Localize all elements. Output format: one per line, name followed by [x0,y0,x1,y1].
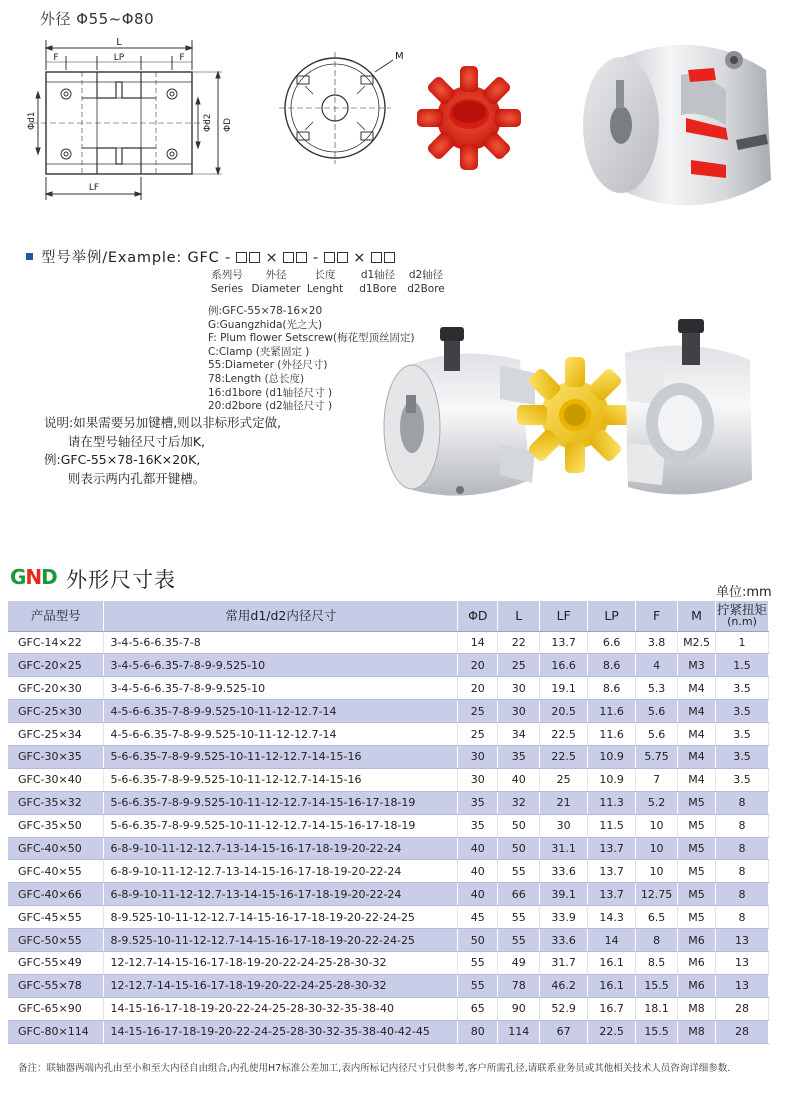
front-view-drawing [275,42,405,172]
cell-bore: 12-12.7-14-15-16-17-18-19-20-22-24-25-28-30-32 [104,951,458,974]
cell-F: 15.5 [636,1020,678,1043]
dim-F-left-label: F [53,53,59,63]
dim-L-label: L [116,37,122,48]
cell-L: 55 [498,906,540,929]
header-bore: 常用d1/d2内径尺寸 [104,601,458,631]
cell-LF: 67 [540,1020,588,1043]
cell-model: GFC-14×22 [8,631,104,654]
header-LP: LP [588,601,636,631]
table-row [8,951,769,974]
example-line: 例:GFC-55×78-16×20 [208,305,323,317]
cell-L: 49 [498,951,540,974]
dim-d2-label: Φd2 [203,113,213,132]
cell-M: M5 [678,791,716,814]
table-row [8,631,769,654]
dim-D-label: ΦD [223,117,233,132]
cell-D: 40 [458,837,498,860]
cell-L: 34 [498,723,540,746]
cell-bore: 8-9.525-10-11-12-12.7-14-15-16-17-18-19-20-22-24-25 [104,929,458,952]
gnd-logo: GND [10,565,57,589]
cell-LP: 13.7 [588,837,636,860]
cell-L: 25 [498,654,540,677]
cell-D: 55 [458,974,498,997]
table-row [8,791,769,814]
coupling-product-image [576,30,786,216]
cell-F: 7 [636,768,678,791]
example-line: 78:Length (总长度) [208,372,305,385]
note-line: 请在型号轴径尺寸后加K, [44,433,206,449]
cell-LF: 31.1 [540,837,588,860]
cell-bore: 4-5-6-6.35-7-8-9-9.525-10-11-12-12.7-14 [104,723,458,746]
cell-LF: 19.1 [540,677,588,700]
cell-torque: 13 [716,974,769,997]
cell-LP: 8.6 [588,654,636,677]
cell-D: 45 [458,906,498,929]
cell-model: GFC-40×66 [8,883,104,906]
cell-L: 66 [498,883,540,906]
cell-model: GFC-25×34 [8,723,104,746]
table-title: 外形尺寸表 [66,568,176,592]
example-heading: 型号举例/Example: GFC - × - × [26,246,396,267]
example-line: 20:d2bore (d2轴径尺寸 ) [208,400,333,413]
table-row [8,997,769,1020]
cell-LF: 46.2 [540,974,588,997]
cell-M: M6 [678,974,716,997]
cell-D: 40 [458,883,498,906]
cell-D: 35 [458,791,498,814]
table-row [8,1020,769,1043]
cell-torque: 8 [716,837,769,860]
cell-M: M4 [678,745,716,768]
header-M: M [678,601,716,631]
cell-D: 55 [458,951,498,974]
cell-torque: 3.5 [716,700,769,723]
cell-bore: 3-4-5-6-6.35-7-8-9-9.525-10 [104,677,458,700]
cell-L: 30 [498,677,540,700]
cell-D: 30 [458,745,498,768]
cell-M: M4 [678,700,716,723]
cell-LF: 13.7 [540,631,588,654]
table-row [8,974,769,997]
cell-LP: 16.1 [588,951,636,974]
cell-bore: 5-6-6.35-7-8-9-9.525-10-11-12-12.7-14-15-16-17-18-19 [104,791,458,814]
cell-LF: 33.6 [540,860,588,883]
table-row [8,654,769,677]
cell-L: 35 [498,745,540,768]
table-row [8,814,769,837]
cell-F: 18.1 [636,997,678,1020]
cell-torque: 28 [716,1020,769,1043]
cell-M: M5 [678,860,716,883]
cell-bore: 12-12.7-14-15-16-17-18-19-20-22-24-25-28-30-32 [104,974,458,997]
cell-torque: 3.5 [716,723,769,746]
cell-bore: 6-8-9-10-11-12-12.7-13-14-15-16-17-18-19-20-22-24 [104,860,458,883]
cell-torque: 3.5 [716,677,769,700]
cell-model: GFC-30×35 [8,745,104,768]
note-line: 说明:如果需要另加键槽,则以非标形式定做, [44,415,282,430]
note-line: 例:GFC-55×78-16K×20K, [44,452,201,467]
col-label-d2bore: d2轴径 d2Bore [407,269,445,295]
cell-L: 114 [498,1020,540,1043]
cell-model: GFC-50×55 [8,929,104,952]
cell-F: 5.3 [636,677,678,700]
cell-LF: 16.6 [540,654,588,677]
cell-M: M6 [678,951,716,974]
cell-LP: 16.1 [588,974,636,997]
cell-LF: 21 [540,791,588,814]
cell-bore: 5-6-6.35-7-8-9-9.525-10-11-12-12.7-14-15-16 [104,768,458,791]
dim-LF-label: LF [88,183,100,193]
cell-D: 25 [458,723,498,746]
cell-bore: 14-15-16-17-18-19-20-22-24-25-28-30-32-35-38-40 [104,997,458,1020]
cell-bore: 3-4-5-6-6.35-7-8-9-9.525-10 [104,654,458,677]
cell-LP: 11.3 [588,791,636,814]
header-F: F [636,601,678,631]
cell-model: GFC-35×32 [8,791,104,814]
cell-M: M8 [678,1020,716,1043]
cell-model: GFC-35×50 [8,814,104,837]
table-row [8,700,769,723]
cell-F: 10 [636,814,678,837]
example-line: 16:d1bore (d1轴径尺寸 ) [208,386,333,399]
cell-L: 55 [498,929,540,952]
table-footnote: 备注：联轴器两端内孔由至小和至大内径自由组合,内孔使用H7标准公差加工,表内所标记内径尺寸只供参考,客户所需孔径,请联系业务员或其他相关技术人员咨询详细参数. [18,1063,731,1074]
cell-model: GFC-45×55 [8,906,104,929]
cell-F: 5.75 [636,745,678,768]
cell-L: 30 [498,700,540,723]
cell-LF: 22.5 [540,723,588,746]
cell-F: 5.6 [636,700,678,723]
cell-model: GFC-40×55 [8,860,104,883]
dim-M-label: M [395,51,404,62]
cell-M: M6 [678,929,716,952]
cell-torque: 8 [716,883,769,906]
cell-M: M4 [678,723,716,746]
cell-LP: 11.6 [588,700,636,723]
table-row [8,768,769,791]
cell-D: 20 [458,677,498,700]
cell-model: GFC-30×40 [8,768,104,791]
cell-model: GFC-55×78 [8,974,104,997]
cell-LP: 11.6 [588,723,636,746]
cell-F: 8.5 [636,951,678,974]
cell-L: 78 [498,974,540,997]
dim-LP-label: LP [113,53,125,63]
unit-label: 单位:mm [716,585,772,600]
cell-M: M4 [678,677,716,700]
cell-model: GFC-25×30 [8,700,104,723]
cell-LP: 14.3 [588,906,636,929]
cell-M: M8 [678,997,716,1020]
cell-LF: 20.5 [540,700,588,723]
cell-bore: 14-15-16-17-18-19-20-22-24-25-28-30-32-35-38-40-42-45 [104,1020,458,1043]
table-row [8,883,769,906]
cell-M: M5 [678,837,716,860]
cell-LP: 10.9 [588,745,636,768]
cell-LP: 13.7 [588,883,636,906]
side-view-drawing [22,32,240,212]
cell-F: 15.5 [636,974,678,997]
cell-F: 3.8 [636,631,678,654]
cell-torque: 8 [716,791,769,814]
cell-torque: 8 [716,906,769,929]
exploded-view-image [380,305,765,510]
cell-L: 32 [498,791,540,814]
example-line: C:Clamp (夹紧固定 ) [208,345,310,358]
cell-D: 65 [458,997,498,1020]
cell-torque: 1.5 [716,654,769,677]
cell-LF: 39.1 [540,883,588,906]
cell-L: 22 [498,631,540,654]
cell-M: M5 [678,906,716,929]
table-row [8,677,769,700]
cell-torque: 28 [716,997,769,1020]
cell-LF: 22.5 [540,745,588,768]
cell-torque: 13 [716,951,769,974]
cell-LF: 33.6 [540,929,588,952]
cell-M: M3 [678,654,716,677]
table-header-row [8,601,769,631]
example-line: F: Plum flower Setscrew(梅花型顶丝固定) [208,332,415,345]
example-line: G:Guangzhida(光之大) [208,318,323,331]
cell-M: M5 [678,883,716,906]
dimension-table [8,601,769,1044]
cell-F: 5.2 [636,791,678,814]
table-row [8,745,769,768]
col-label-d1bore: d1轴径 d1Bore [359,269,397,295]
cell-model: GFC-20×30 [8,677,104,700]
cell-F: 10 [636,860,678,883]
cell-bore: 3-4-5-6-6.35-7-8 [104,631,458,654]
cell-F: 10 [636,837,678,860]
cell-D: 25 [458,700,498,723]
cell-torque: 8 [716,860,769,883]
header-D: ΦD [458,601,498,631]
cell-model: GFC-40×50 [8,837,104,860]
cell-L: 50 [498,837,540,860]
cell-torque: 3.5 [716,745,769,768]
note-line: 则表示两内孔都开键槽。 [44,470,206,486]
header-LF: LF [540,601,588,631]
cell-F: 12.75 [636,883,678,906]
table-row [8,929,769,952]
cell-D: 80 [458,1020,498,1043]
col-label-diameter: 外径 Diameter [251,269,301,295]
cell-LF: 31.7 [540,951,588,974]
cell-M: M4 [678,768,716,791]
cell-D: 40 [458,860,498,883]
table-row [8,723,769,746]
cell-L: 50 [498,814,540,837]
cell-D: 14 [458,631,498,654]
header-torque: 拧紧扭矩 (n.m) [716,601,769,631]
cell-F: 6.5 [636,906,678,929]
cell-LP: 6.6 [588,631,636,654]
cell-L: 40 [498,768,540,791]
cell-LF: 25 [540,768,588,791]
size-range-title: 外径 Φ55~Φ80 [40,10,155,28]
cell-M: M5 [678,814,716,837]
cell-LP: 13.7 [588,860,636,883]
cell-bore: 6-8-9-10-11-12-12.7-13-14-15-16-17-18-19-20-22-24 [104,837,458,860]
cell-model: GFC-55×49 [8,951,104,974]
red-spider-image [413,62,525,174]
cell-D: 30 [458,768,498,791]
cell-D: 20 [458,654,498,677]
cell-LP: 10.9 [588,768,636,791]
dim-F-right-label: F [179,53,185,63]
cell-L: 90 [498,997,540,1020]
cell-bore: 8-9.525-10-11-12-12.7-14-15-16-17-18-19-20-22-24-25 [104,906,458,929]
cell-LP: 14 [588,929,636,952]
cell-LP: 22.5 [588,1020,636,1043]
cell-M: M2.5 [678,631,716,654]
cell-F: 4 [636,654,678,677]
col-label-series: 系列号 Series [210,269,244,295]
cell-bore: 4-5-6-6.35-7-8-9-9.525-10-11-12-12.7-14 [104,700,458,723]
cell-model: GFC-80×114 [8,1020,104,1043]
header-L: L [498,601,540,631]
cell-torque: 13 [716,929,769,952]
table-row [8,860,769,883]
cell-D: 35 [458,814,498,837]
cell-LP: 11.5 [588,814,636,837]
cell-LF: 33.9 [540,906,588,929]
header-model: 产品型号 [8,601,104,631]
cell-LP: 8.6 [588,677,636,700]
table-row [8,906,769,929]
cell-torque: 8 [716,814,769,837]
cell-D: 50 [458,929,498,952]
example-line: 55:Diameter (外径尺寸) [208,359,328,372]
cell-bore: 6-8-9-10-11-12-12.7-13-14-15-16-17-18-19-20-22-24 [104,883,458,906]
cell-torque: 3.5 [716,768,769,791]
cell-torque: 1 [716,631,769,654]
cell-model: GFC-20×25 [8,654,104,677]
table-row [8,837,769,860]
example-heading-text: 型号举例/Example: GFC [41,250,220,266]
cell-model: GFC-65×90 [8,997,104,1020]
cell-F: 8 [636,929,678,952]
cell-F: 5.6 [636,723,678,746]
dim-d1-label: Φd1 [27,111,37,130]
cell-bore: 5-6-6.35-7-8-9-9.525-10-11-12-12.7-14-15-16 [104,745,458,768]
cell-LP: 16.7 [588,997,636,1020]
cell-LF: 30 [540,814,588,837]
cell-bore: 5-6-6.35-7-8-9-9.525-10-11-12-12.7-14-15-16-17-18-19 [104,814,458,837]
cell-L: 55 [498,860,540,883]
col-label-length: 长度 Lenght [306,269,344,295]
bullet-icon [26,253,33,260]
keyway-note [44,414,281,488]
cell-LF: 52.9 [540,997,588,1020]
